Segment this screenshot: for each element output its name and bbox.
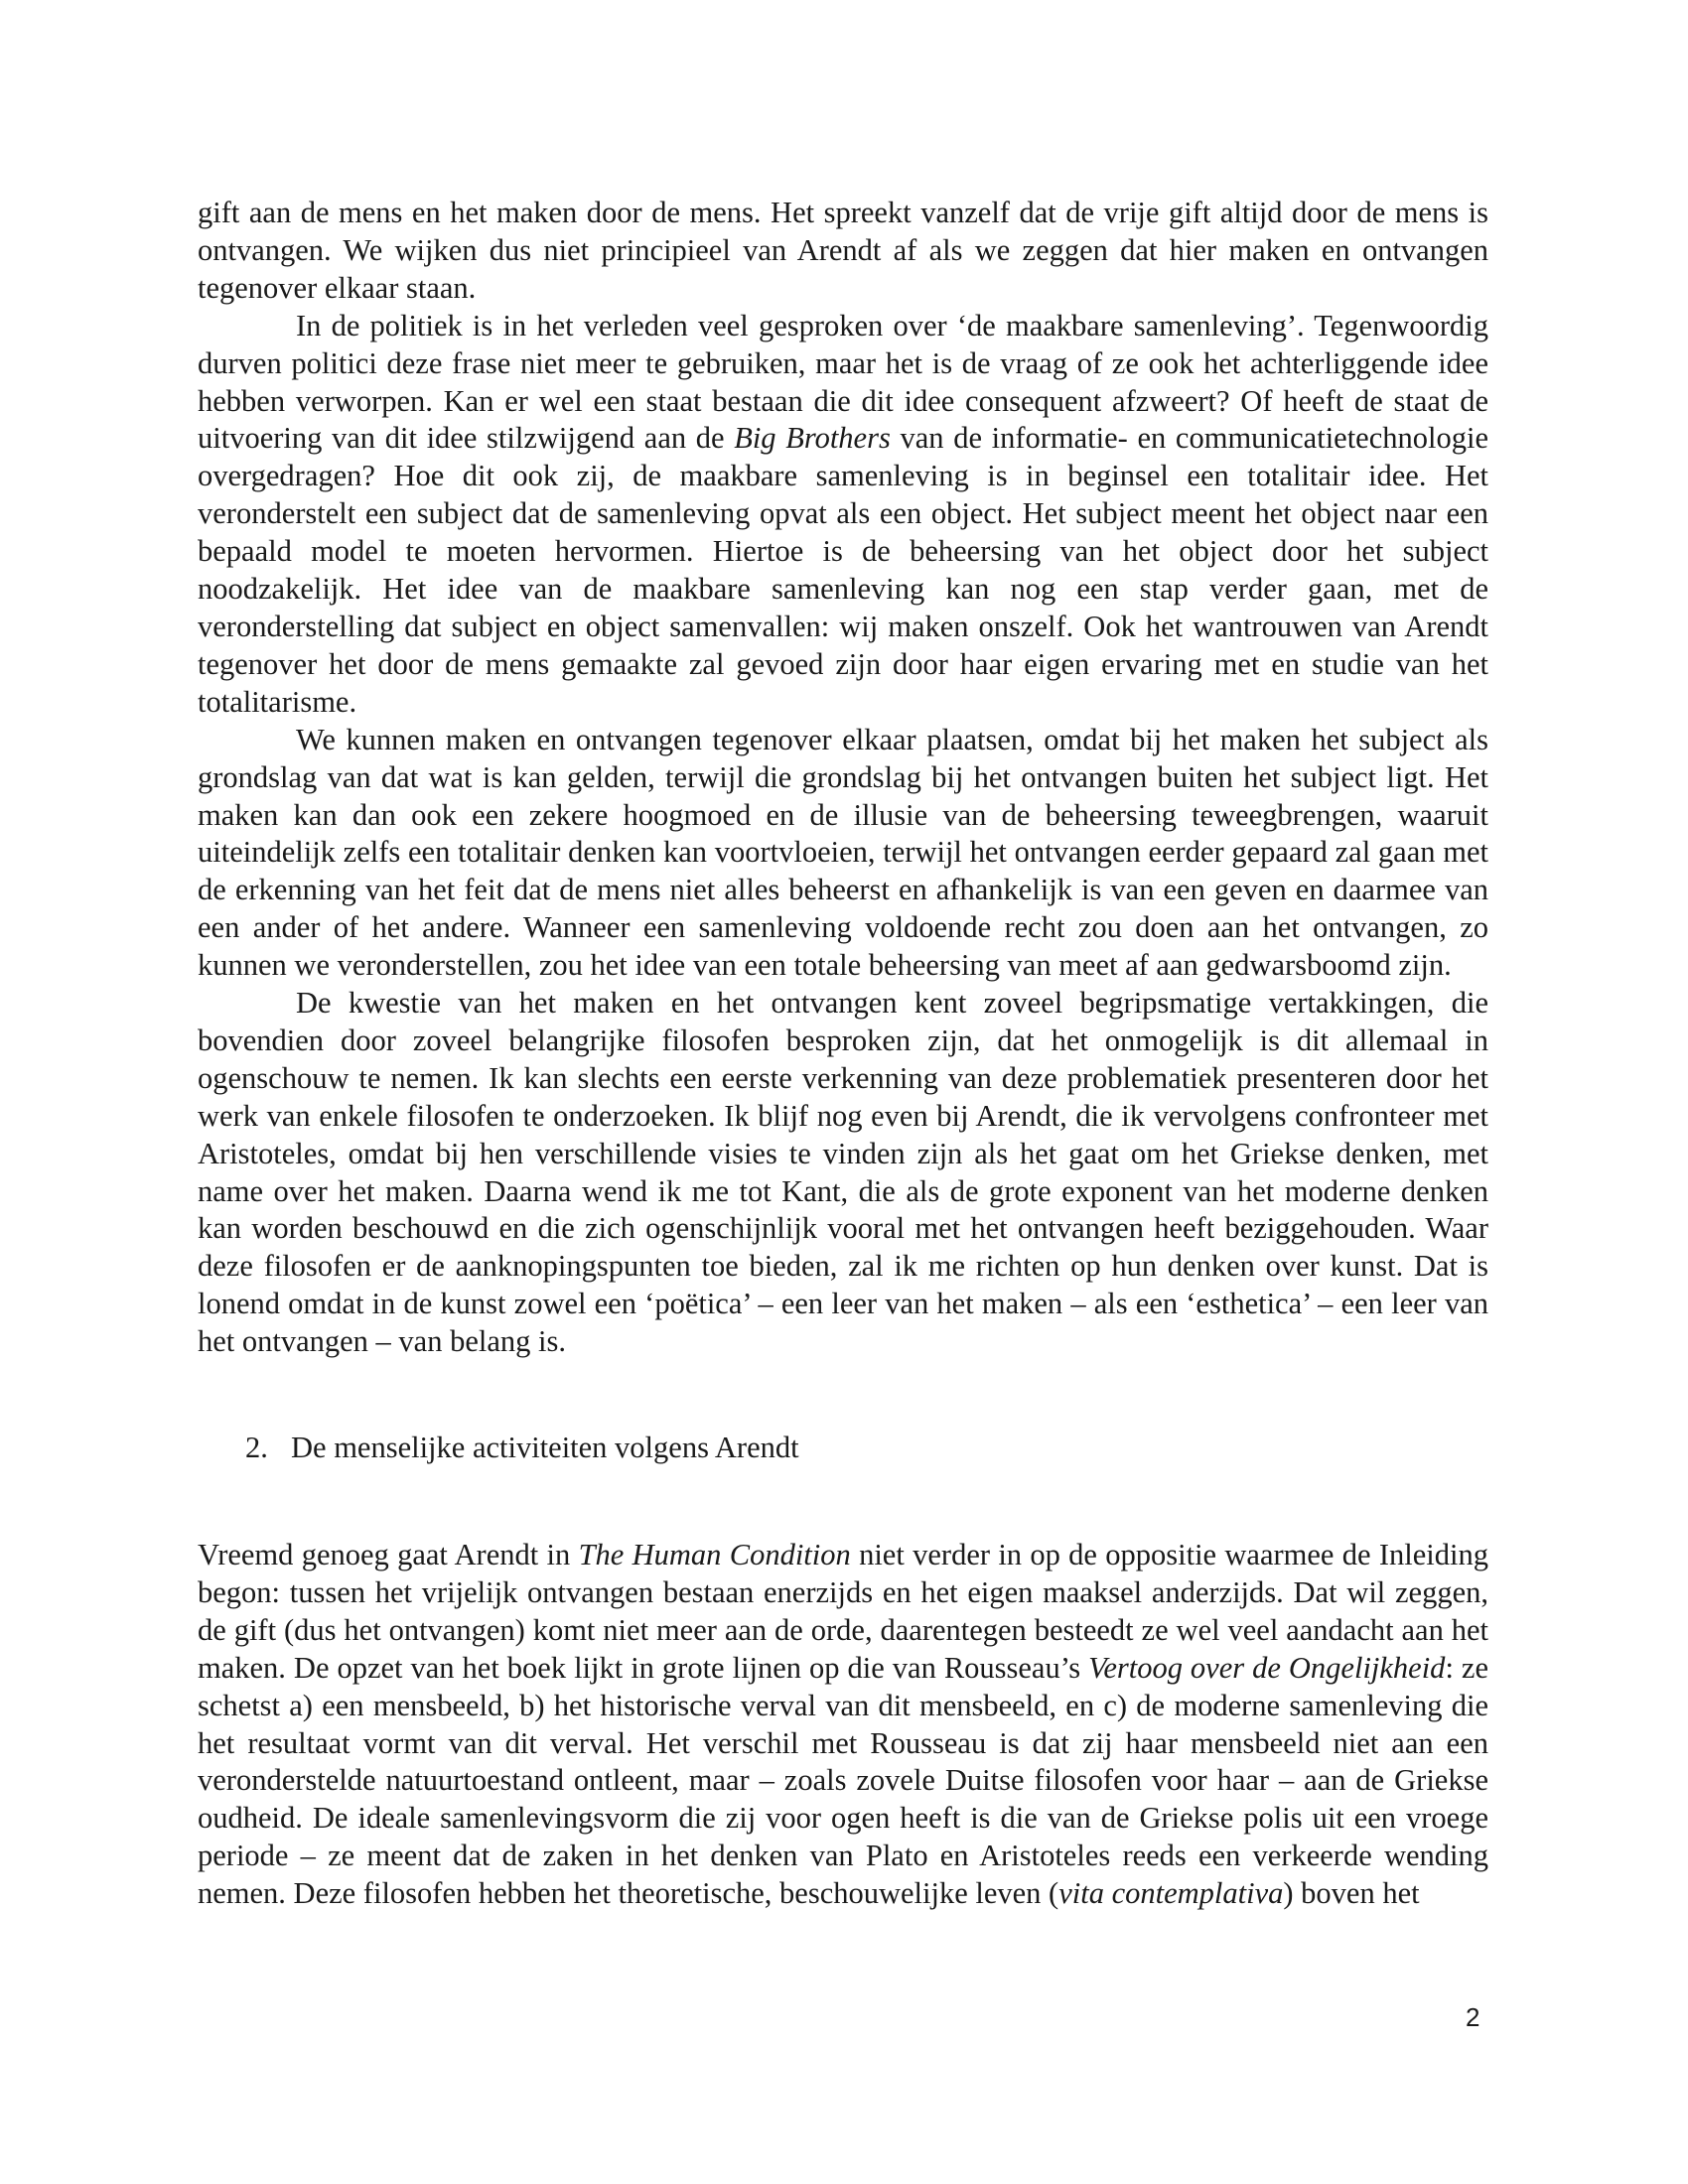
paragraph-2-text-b: van de informatie- en communicatietechnologie overgedragen? Hoe dit ook zij, de maakbare samenleving is in beginsel een totalitair idee. Het veronderstelt een subject dat de samenleving opvat als een object. Het subject meent het object naar een bepaald model te moeten hervormen. Hiertoe is de beheersing van het object door het subject noodzakelijk. Het idee van de maakbare samenleving kan nog een stap verder gaan, met de veronderstelling dat subject en object samenvallen: wij maken onszelf. Ook het wantrouwen van Arendt tegenover het door de mens gemaakte zal gevoed zijn door haar eigen ervaring met en studie van het totalitarisme. — [198, 421, 1488, 719]
paragraph-1: gift aan de mens en het maken door de mens. Het spreekt vanzelf dat de vrije gift altijd door de mens is ontvangen. We wijken dus niet principieel van Arendt af als we zeggen dat hier maken en ontvangen tegenover elkaar staan. — [198, 196, 1488, 305]
section-title: De menselijke activiteiten volgens Arendt — [291, 1431, 799, 1464]
section-paragraph-1 — [198, 1537, 1488, 1913]
paragraph-2 — [198, 308, 1488, 722]
paragraph-4: De kwestie van het maken en het ontvangen kent zoveel begripsmatige vertakkingen, die bovendien door zoveel belangrijke filosofen besproken zijn, dat het onmogelijk is dit allemaal in ogenschouw te nemen. Ik kan slechts een eerste verkenning van deze problematiek presenteren door het werk van enkele filosofen te onderzoeken. Ik blijf nog even bij Arendt, die ik vervolgens confronteer met Aristoteles, omdat bij hen verschillende visies te vinden zijn als het gaat om het Griekse denken, met name over het maken. Daarna wend ik me tot Kant, die als de grote exponent van het moderne denken kan worden beschouwd en die zich ogenschijnlijk vooral met het ontvangen heeft beziggehouden. Waar deze filosofen er de aanknopingspunten toe bieden, zal ik me richten op hun denken over kunst. Dat is lonend omdat in de kunst zowel een ‘poëtica’ – een leer van het maken – als een ‘esthetica’ – een leer van het ontvangen – van belang is. — [198, 986, 1488, 1359]
section-number: 2. — [245, 1431, 268, 1464]
term-vita-contemplativa: vita contemplativa — [1058, 1876, 1284, 1911]
book-title-vertoog: Vertoog over de Ongelijkheid — [1088, 1650, 1446, 1685]
section-paragraph-1-text-d: ) boven het — [1283, 1876, 1420, 1911]
page-number: 2 — [1466, 2002, 1480, 2032]
section-paragraph-1-text-b: niet verder in op de oppositie waarmee de Inleiding begon: tussen het vrijelijk ontvangen bestaan enerzijds en het eigen maaksel anderzijds. Dat wil zeggen, de gift (dus het ontvangen) komt niet meer aan de orde, daarentegen besteedt ze wel veel aandacht aan het maken. De opzet van het boek lijkt in grote lijnen op die van Rousseau’s — [198, 1538, 1488, 1685]
section-paragraph-1-text-c: : ze schetst a) een mensbeeld, b) het historische verval van dit mensbeeld, en c) de moderne samenleving die het resultaat vormt van dit verval. Het verschil met Rousseau is dat zij haar mensbeeld niet aan een veronderstelde natuurtoestand ontleent, maar – zoals zovele Duitse filosofen voor haar – aan de Griekse oudheid. De ideale samenlevingsvorm die zij voor ogen heeft is die van de Griekse polis uit een vroege periode – ze meent dat de zaken in het denken van Plato en Aristoteles reeds een verkeerde wending nemen. Deze filosofen hebben het theoretische, beschouwelijke leven ( — [198, 1650, 1488, 1911]
book-title-human-condition: The Human Condition — [578, 1538, 851, 1571]
section-heading — [198, 1430, 799, 1467]
paragraph-2-emphasis: Big Brothers — [734, 421, 891, 456]
section-paragraph-1-text-a: Vreemd genoeg gaat Arendt in — [198, 1538, 579, 1571]
paragraph-2-text-a: In de politiek is in het verleden veel gesproken over ‘de maakbare samenleving’. Tegenwoordig durven politici deze frase niet meer te gebruiken, maar het is de vraag of ze ook het achterliggende idee hebben verworpen. Kan er wel een staat bestaan die dit idee consequent afzweert? Of heeft de staat de uitvoering van dit idee stilzwijgend aan de — [198, 308, 1488, 456]
section-text-block — [198, 1537, 1488, 1913]
paragraph-3: We kunnen maken en ontvangen tegenover elkaar plaatsen, omdat bij het maken het subject als grondslag van dat wat is kan gelden, terwijl die grondslag bij het ontvangen buiten het subject ligt. Het maken kan dan ook een zekere hoogmoed en de illusie van de beheersing teweegbrengen, waaruit uiteindelijk zelfs een totalitair denken kan voortvloeien, terwijl het ontvangen eerder gepaard zal gaan met de erkenning van het feit dat de mens niet alles beheerst en afhankelijk is van een geven en daarmee van een ander of het andere. Wanneer een samenleving voldoende recht zou doen aan het ontvangen, zo kunnen we veronderstellen, zou het idee van een totale beheersing van meet af aan gedwarsboomd zijn. — [198, 722, 1488, 983]
intro-text-block — [198, 195, 1488, 1361]
